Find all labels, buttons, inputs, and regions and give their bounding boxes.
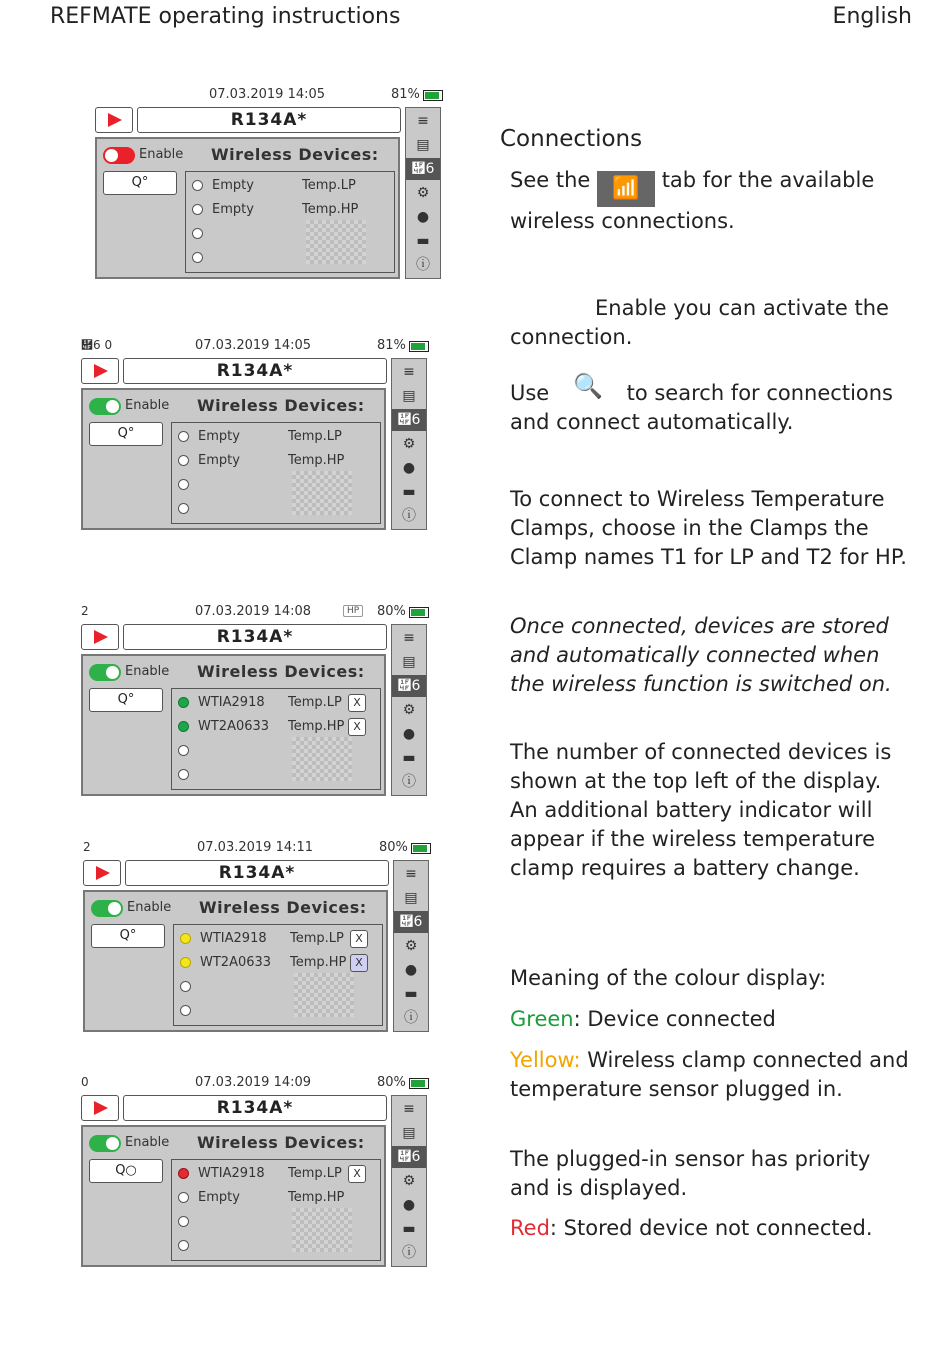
side-tabs: [391, 358, 427, 530]
temp-slot: Temp.LP: [302, 178, 356, 193]
enable-toggle[interactable]: [89, 664, 121, 681]
info-icon[interactable]: ⓘ: [404, 1010, 418, 1026]
layers-icon[interactable]: ▤: [402, 1125, 416, 1141]
search-button[interactable]: Q○: [89, 1159, 163, 1183]
globe-icon[interactable]: ●: [416, 209, 430, 225]
status-bar: [81, 602, 451, 622]
status-dot: [178, 503, 189, 514]
refrigerant-field[interactable]: R134A*: [123, 624, 387, 650]
red-line: [510, 1214, 910, 1243]
battery-percent: 81%: [377, 338, 406, 353]
status-dot: [178, 1240, 189, 1251]
status-dot: [180, 933, 191, 944]
document-title: REFMATE operating instructions: [50, 4, 401, 29]
status-dot: [178, 431, 189, 442]
list-item[interactable]: [192, 200, 392, 222]
battery-icon: [411, 843, 431, 854]
status-dot: [180, 957, 191, 968]
list-item[interactable]: [180, 929, 380, 951]
status-dot: [192, 228, 203, 239]
temp-slot: Temp.LP: [288, 429, 342, 444]
wireless-panel: [83, 890, 388, 1032]
list-item[interactable]: [178, 475, 378, 497]
device-name: Empty: [212, 178, 254, 193]
temp-slot: Temp.HP: [290, 955, 347, 970]
datetime: 07.03.2019 14:05: [195, 338, 312, 353]
search-paragraph: [510, 372, 910, 437]
temp-slot: Temp.LP: [288, 1166, 342, 1181]
gear-icon[interactable]: ⚙: [402, 1173, 416, 1189]
list-item[interactable]: [178, 1212, 378, 1234]
device-name: WT2A0633: [200, 955, 272, 970]
connected-count: ὏6 0: [81, 338, 113, 352]
enable-toggle[interactable]: [91, 900, 123, 917]
status-dot: [192, 204, 203, 215]
meaning-heading: Meaning of the colour display:: [510, 966, 827, 990]
layers-icon[interactable]: ▤: [402, 388, 416, 404]
menu-icon[interactable]: ≡: [405, 866, 417, 882]
connected-count: 2: [83, 840, 91, 854]
device-name: Empty: [198, 429, 240, 444]
ruler-icon[interactable]: ▬: [416, 233, 430, 249]
refrigerant-field[interactable]: R134A*: [137, 107, 401, 133]
wireless-panel: [81, 654, 386, 796]
device-screen: [83, 838, 453, 1038]
enable-label: Enable: [127, 900, 172, 915]
play-button[interactable]: [95, 107, 133, 133]
enable-toggle[interactable]: [103, 147, 135, 164]
search-button[interactable]: Q°: [103, 171, 177, 195]
status-dot: [178, 745, 189, 756]
info-icon[interactable]: ⓘ: [402, 508, 416, 524]
list-item[interactable]: [178, 717, 378, 739]
play-button[interactable]: [83, 860, 121, 886]
wireless-devices-title: Wireless Devices:: [197, 1133, 365, 1152]
wireless-icon[interactable]: ὏6: [406, 158, 440, 180]
device-screen: [95, 85, 465, 285]
status-dot: [180, 1005, 191, 1016]
device-name: Empty: [198, 1190, 240, 1205]
yellow-line: [510, 1046, 910, 1104]
menu-icon[interactable]: ≡: [403, 364, 415, 380]
device-name: Empty: [212, 202, 254, 217]
see-post: tab for the available wireless connections.: [510, 168, 875, 233]
globe-icon[interactable]: ●: [402, 1197, 416, 1213]
refrigerant-field[interactable]: R134A*: [123, 1095, 387, 1121]
remove-button[interactable]: X: [348, 694, 366, 712]
gear-icon[interactable]: ⚙: [402, 436, 416, 452]
list-item[interactable]: [178, 451, 378, 473]
list-item[interactable]: [180, 953, 380, 975]
search-button[interactable]: Q°: [89, 422, 163, 446]
battery-percent: 80%: [377, 1075, 406, 1090]
status-dot: [178, 769, 189, 780]
green-text: : Device connected: [573, 1007, 776, 1031]
layers-icon[interactable]: ▤: [402, 654, 416, 670]
list-item[interactable]: [178, 693, 378, 715]
list-item[interactable]: [178, 741, 378, 763]
status-dot: [178, 1192, 189, 1203]
number-paragraph: The number of connected devices is shown at the top left of the display. An additional battery indicator will appear if the wireless temperature clamp requires a battery change.: [510, 740, 892, 880]
temp-slot: Temp.LP: [290, 931, 344, 946]
red-text: : Stored device not connected.: [549, 1216, 873, 1240]
list-item[interactable]: [178, 499, 378, 521]
side-tabs: [405, 107, 441, 279]
yellow-label: Yellow:: [510, 1048, 581, 1072]
temp-slot: Temp.HP: [288, 453, 345, 468]
datetime: 07.03.2019 14:09: [195, 1075, 312, 1090]
device-screen: [81, 336, 451, 536]
stored-paragraph: Once connected, devices are stored and automatically connected when the wireless function is switched on.: [510, 614, 892, 696]
gear-icon[interactable]: ⚙: [404, 938, 418, 954]
enable-label: Enable: [125, 664, 170, 679]
enable-toggle[interactable]: [89, 1135, 121, 1152]
globe-icon[interactable]: ●: [402, 460, 416, 476]
use-post: to search for connections and connect automatically.: [510, 381, 893, 434]
wireless-icon[interactable]: ὏6: [394, 911, 428, 933]
language-label: English: [832, 4, 912, 29]
list-item[interactable]: [178, 1236, 378, 1258]
info-icon[interactable]: ⓘ: [402, 774, 416, 790]
status-dot: [178, 1168, 189, 1179]
wireless-icon[interactable]: ὏6: [392, 1146, 426, 1168]
status-dot: [178, 455, 189, 466]
status-dot: [180, 981, 191, 992]
status-bar: [81, 1073, 451, 1093]
connected-count: 0: [81, 1075, 89, 1089]
status-bar: [81, 336, 451, 356]
temp-slot: Temp.HP: [302, 202, 359, 217]
list-item[interactable]: [192, 224, 392, 246]
green-line: [510, 1005, 910, 1034]
datetime: 07.03.2019 14:08: [195, 604, 312, 619]
enable-toggle[interactable]: [89, 398, 121, 415]
remove-button[interactable]: X: [350, 930, 368, 948]
gear-icon[interactable]: ⚙: [402, 702, 416, 718]
device-list: [171, 1159, 381, 1261]
datetime: 07.03.2019 14:05: [209, 87, 326, 102]
side-tabs: [391, 1095, 427, 1267]
menu-icon[interactable]: ≡: [403, 1101, 415, 1117]
list-item[interactable]: [192, 176, 392, 198]
device-list: [185, 171, 395, 273]
remove-button[interactable]: X: [348, 718, 366, 736]
device-list: [171, 688, 381, 790]
ruler-icon[interactable]: ▬: [402, 1221, 416, 1237]
status-dot: [178, 1216, 189, 1227]
green-label: Green: [510, 1007, 574, 1031]
battery-icon: [409, 341, 429, 352]
info-icon[interactable]: ⓘ: [416, 257, 430, 273]
wireless-icon[interactable]: ὏6: [392, 675, 426, 697]
list-item[interactable]: [180, 977, 380, 999]
see-tab-paragraph: [510, 166, 910, 236]
datetime: 07.03.2019 14:11: [197, 840, 314, 855]
wireless-devices-title: Wireless Devices:: [199, 898, 367, 917]
battery-percent: 80%: [379, 840, 408, 855]
wireless-devices-title: Wireless Devices:: [211, 145, 379, 164]
ruler-icon[interactable]: ▬: [404, 986, 418, 1002]
temp-slot: Temp.HP: [288, 719, 345, 734]
status-bar: [95, 85, 465, 105]
side-tabs: [393, 860, 429, 1032]
temp-slot: Temp.HP: [288, 1190, 345, 1205]
list-item[interactable]: [192, 248, 392, 270]
plugged-paragraph: The plugged-in sensor has priority and is displayed.: [510, 1147, 871, 1200]
wireless-icon[interactable]: ὏6: [392, 409, 426, 431]
battery-icon: [423, 90, 443, 101]
list-item[interactable]: [178, 1188, 378, 1210]
section-title: Connections: [500, 126, 643, 152]
info-icon[interactable]: ⓘ: [402, 1245, 416, 1261]
play-button[interactable]: [81, 1095, 119, 1121]
temp-slot: Temp.LP: [288, 695, 342, 710]
device-name: WTIA2918: [198, 695, 265, 710]
battery-percent: 80%: [377, 604, 406, 619]
list-item[interactable]: [180, 1001, 380, 1023]
globe-icon[interactable]: ●: [404, 962, 418, 978]
layers-icon[interactable]: ▤: [416, 137, 430, 153]
device-name: WTIA2918: [198, 1166, 265, 1181]
status-dot: [178, 479, 189, 490]
see-pre: See the: [510, 168, 591, 192]
side-tabs: [391, 624, 427, 796]
list-item[interactable]: [178, 765, 378, 787]
enable-label: Enable: [125, 1135, 170, 1150]
enable-label: Enable: [125, 398, 170, 413]
remove-button[interactable]: X: [350, 954, 368, 972]
list-item[interactable]: [178, 1164, 378, 1186]
wireless-panel: [81, 1125, 386, 1267]
wireless-devices-title: Wireless Devices:: [197, 662, 365, 681]
device-name: Empty: [198, 453, 240, 468]
battery-percent: 81%: [391, 87, 420, 102]
yellow-text: Wireless clamp connected and temperature sensor plugged in.: [510, 1048, 909, 1101]
search-wireless-icon: 🔍: [572, 372, 603, 400]
refrigerant-field[interactable]: R134A*: [125, 860, 389, 886]
status-bar: [83, 838, 453, 858]
wireless-devices-title: Wireless Devices:: [197, 396, 365, 415]
layers-icon[interactable]: ▤: [404, 890, 418, 906]
play-button[interactable]: [81, 358, 119, 384]
ruler-icon[interactable]: ▬: [402, 484, 416, 500]
play-button[interactable]: [81, 624, 119, 650]
enable-label: Enable: [139, 147, 184, 162]
status-dot: [178, 697, 189, 708]
status-dot: [178, 721, 189, 732]
device-screen: [81, 1073, 451, 1273]
menu-icon[interactable]: ≡: [403, 630, 415, 646]
wireless-tab-icon: 📶: [597, 171, 655, 207]
remove-button[interactable]: X: [348, 1165, 366, 1183]
connected-count: 2: [81, 604, 89, 618]
refrigerant-field[interactable]: R134A*: [123, 358, 387, 384]
status-dot: [192, 180, 203, 191]
red-label: Red: [510, 1216, 550, 1240]
device-name: WTIA2918: [200, 931, 267, 946]
device-screen: [81, 602, 451, 802]
use-pre: Use: [510, 381, 550, 405]
ruler-icon[interactable]: ▬: [402, 750, 416, 766]
gear-icon[interactable]: ⚙: [416, 185, 430, 201]
battery-icon: [409, 607, 429, 618]
device-list: [171, 422, 381, 524]
list-item[interactable]: [178, 427, 378, 449]
device-list: [173, 924, 383, 1026]
hp-badge: HP: [343, 605, 363, 617]
globe-icon[interactable]: ●: [402, 726, 416, 742]
battery-icon: [409, 1078, 429, 1089]
status-dot: [192, 252, 203, 263]
wireless-panel: [81, 388, 386, 530]
enable-paragraph: Enable you can activate the connection.: [510, 296, 889, 349]
device-name: WT2A0633: [198, 719, 270, 734]
clamps-paragraph: To connect to Wireless Temperature Clamps, choose in the Clamps the Clamp names T1 for LP and T2 for HP.: [510, 487, 907, 569]
menu-icon[interactable]: ≡: [417, 113, 429, 129]
search-button[interactable]: Q°: [91, 924, 165, 948]
search-button[interactable]: Q°: [89, 688, 163, 712]
wireless-panel: [95, 137, 400, 279]
